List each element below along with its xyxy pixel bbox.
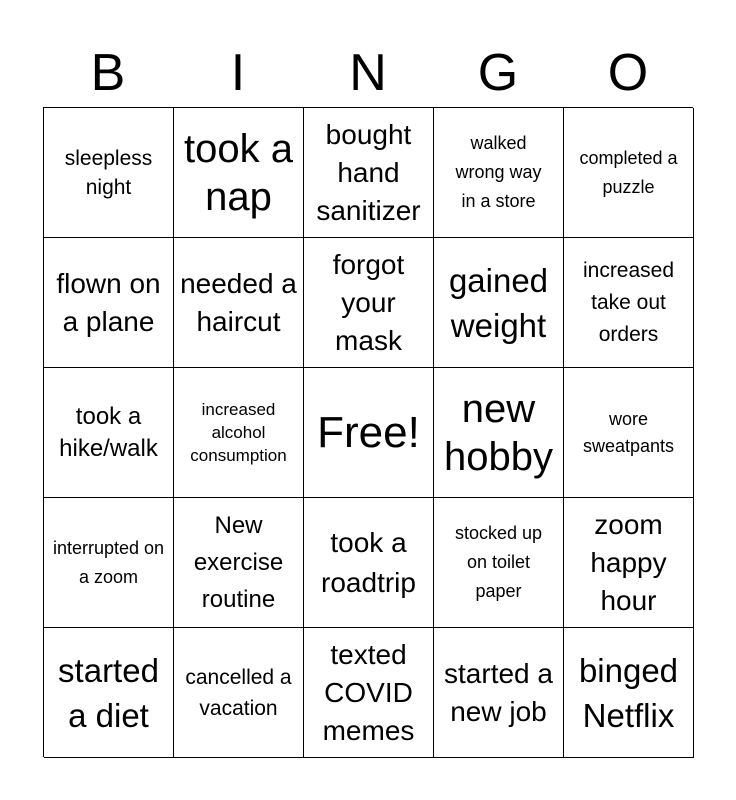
cell-text: cancelled a vacation [185, 665, 292, 720]
bingo-cell[interactable] [174, 368, 304, 498]
bingo-cell[interactable] [434, 368, 564, 498]
header-letter-b: B [90, 44, 126, 102]
cell-text: completed a puzzle [579, 147, 678, 197]
cell-text: binged Netflix [578, 651, 679, 734]
cell-text: took a roadtrip [321, 526, 416, 598]
bingo-cell[interactable] [174, 498, 304, 628]
cell-text: stocked up on toilet paper [454, 523, 543, 601]
cell-text: gained weight [448, 261, 549, 344]
bingo-cell[interactable] [564, 108, 694, 238]
header-letter-g: G [477, 44, 519, 102]
bingo-grid [43, 107, 693, 757]
bingo-cell[interactable] [174, 628, 304, 758]
bingo-cell[interactable] [174, 238, 304, 368]
bingo-cell[interactable] [44, 108, 174, 238]
cell-text: needed a haircut [180, 267, 297, 337]
cell-text: forgot your mask [332, 248, 405, 356]
bingo-cell[interactable] [564, 368, 694, 498]
header-letter-i: I [230, 44, 246, 102]
cell-text: flown on a plane [56, 267, 161, 337]
free-space[interactable] [304, 368, 434, 498]
cell-text: started a diet [58, 651, 159, 734]
bingo-cell[interactable] [44, 238, 174, 368]
bingo-cell[interactable] [434, 108, 564, 238]
cell-text: new hobby [444, 386, 553, 479]
bingo-cell[interactable] [44, 498, 174, 628]
cell-text: increased alcohol consumption [190, 400, 287, 465]
bingo-cell[interactable] [564, 628, 694, 758]
bingo-cell[interactable] [304, 238, 434, 368]
cell-text: increased take out orders [582, 258, 675, 346]
cell-text: took a hike/walk [59, 402, 158, 462]
bingo-cell[interactable] [304, 628, 434, 758]
bingo-cell[interactable] [44, 368, 174, 498]
bingo-cell[interactable] [564, 498, 694, 628]
bingo-cell[interactable] [434, 498, 564, 628]
cell-text: zoom happy hour [590, 508, 667, 616]
bingo-cell[interactable] [174, 108, 304, 238]
cell-text: sleepless night [64, 146, 153, 199]
cell-text: started a new job [444, 657, 553, 727]
header-letter-o: O [607, 44, 649, 102]
free-space-text: Free! [317, 407, 420, 457]
cell-text: interrupted on a zoom [52, 537, 165, 587]
bingo-cell[interactable] [44, 628, 174, 758]
bingo-cell[interactable] [434, 628, 564, 758]
cell-text: bought hand sanitizer [316, 118, 421, 226]
bingo-cell[interactable] [304, 108, 434, 238]
bingo-header [43, 40, 693, 106]
bingo-cell[interactable] [564, 238, 694, 368]
header-letter-n: N [349, 44, 387, 102]
cell-text: took a nap [184, 126, 293, 219]
cell-text: wore sweatpants [582, 408, 675, 456]
cell-text: texted COVID memes [322, 638, 415, 746]
bingo-cell[interactable] [304, 498, 434, 628]
bingo-cell[interactable] [434, 238, 564, 368]
cell-text: walked wrong way in a store [455, 133, 542, 211]
cell-text: New exercise routine [193, 512, 284, 613]
